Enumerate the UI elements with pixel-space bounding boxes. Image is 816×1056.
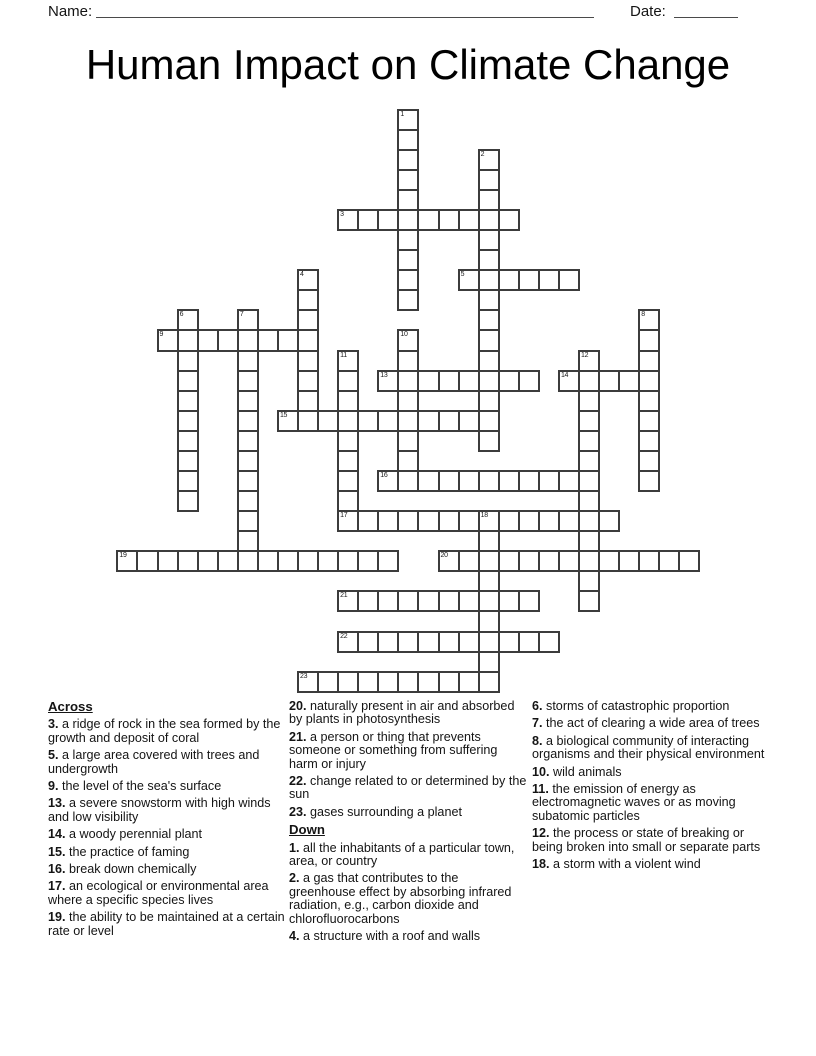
grid-cell[interactable] (417, 510, 439, 532)
grid-cell[interactable] (337, 631, 359, 653)
clue-11: 11. the emission of energy as electromagnetic waves or as moving subatomic particles (532, 782, 736, 823)
grid-cell[interactable] (177, 430, 199, 452)
grid-cell[interactable] (538, 510, 560, 532)
grid-cell[interactable] (658, 550, 680, 572)
clue-column-1 (48, 700, 286, 942)
grid-cell[interactable] (297, 350, 319, 372)
clue-9: 9. the level of the sea's surface (48, 779, 222, 794)
cell-number: 5 (460, 271, 465, 279)
grid-cell[interactable] (397, 450, 419, 472)
cell-number: 15 (279, 411, 288, 419)
grid-cell[interactable] (438, 510, 460, 532)
grid-cell[interactable] (558, 510, 580, 532)
grid-cell[interactable] (297, 390, 319, 412)
grid-cell[interactable] (458, 671, 480, 693)
grid-cell[interactable] (438, 209, 460, 231)
grid-cell[interactable] (638, 550, 660, 572)
grid-cell[interactable] (337, 209, 359, 231)
grid-cell[interactable] (397, 129, 419, 151)
grid-cell[interactable] (237, 490, 259, 512)
grid-cell[interactable] (478, 169, 500, 191)
clue-column-2 (289, 700, 527, 948)
grid-cell[interactable] (397, 671, 419, 693)
grid-cell[interactable] (498, 631, 520, 653)
grid-cell[interactable] (518, 269, 540, 291)
grid-cell[interactable] (578, 410, 600, 432)
grid-cell[interactable] (377, 590, 399, 612)
grid-cell[interactable] (177, 490, 199, 512)
grid-cell[interactable] (478, 530, 500, 552)
grid-cell[interactable] (478, 430, 500, 452)
grid-cell[interactable] (177, 390, 199, 412)
grid-cell[interactable] (237, 309, 259, 331)
grid-cell[interactable] (518, 550, 540, 572)
grid-cell[interactable] (458, 590, 480, 612)
cell-number: 16 (380, 471, 388, 479)
grid-cell[interactable] (177, 329, 199, 351)
grid-cell[interactable] (297, 410, 319, 432)
grid-cell[interactable] (197, 550, 219, 572)
grid-cell[interactable] (478, 370, 500, 392)
grid-cell[interactable] (478, 631, 500, 653)
grid-cell[interactable] (578, 550, 600, 572)
grid-cell[interactable] (518, 510, 540, 532)
grid-cell[interactable] (478, 149, 500, 171)
grid-cell[interactable] (397, 390, 419, 412)
grid-cell[interactable] (337, 430, 359, 452)
grid-cell[interactable] (337, 510, 359, 532)
clue-17: 17. an ecological or environmental area where a specific species lives (48, 879, 269, 907)
grid-cell[interactable] (337, 450, 359, 472)
grid-cell[interactable] (478, 470, 500, 492)
grid-cell[interactable] (478, 570, 500, 592)
cell-number: 1 (400, 110, 404, 118)
grid-cell[interactable] (337, 410, 359, 432)
grid-cell[interactable] (438, 410, 460, 432)
grid-cell[interactable] (478, 329, 500, 351)
grid-cell[interactable] (678, 550, 700, 572)
grid-cell[interactable] (157, 550, 179, 572)
grid-cell[interactable] (237, 550, 259, 572)
grid-cell[interactable] (377, 550, 399, 572)
grid-cell[interactable] (417, 631, 439, 653)
grid-cell[interactable] (498, 370, 520, 392)
grid-cell[interactable] (397, 289, 419, 311)
grid-cell[interactable] (438, 631, 460, 653)
grid-cell[interactable] (478, 350, 500, 372)
cell-number: 7 (239, 311, 244, 319)
grid-cell[interactable] (397, 370, 419, 392)
cell-number: 8 (641, 311, 645, 319)
across-header: Across (48, 699, 93, 714)
grid-cell[interactable] (598, 370, 620, 392)
clue-7: 7. the act of clearing a wide area of trees (532, 716, 760, 731)
grid-cell[interactable] (478, 510, 500, 532)
grid-cell[interactable] (578, 390, 600, 412)
grid-cell[interactable] (297, 269, 319, 291)
grid-cell[interactable] (377, 671, 399, 693)
cell-number: 4 (300, 271, 304, 279)
grid-cell[interactable] (297, 329, 319, 351)
grid-cell[interactable] (478, 610, 500, 632)
grid-cell[interactable] (397, 169, 419, 191)
grid-cell[interactable] (377, 470, 399, 492)
grid-cell[interactable] (538, 631, 560, 653)
grid-cell[interactable] (598, 510, 620, 532)
grid-cell[interactable] (458, 410, 480, 432)
grid-cell[interactable] (417, 470, 439, 492)
clue-16: 16. break down chemically (48, 862, 197, 877)
grid-cell[interactable] (357, 671, 379, 693)
grid-cell[interactable] (237, 450, 259, 472)
grid-cell[interactable] (237, 350, 259, 372)
grid-cell[interactable] (177, 309, 199, 331)
name-label: Name: (48, 3, 93, 20)
page-title: Human Impact on Climate Change (85, 41, 731, 88)
grid-cell[interactable] (237, 530, 259, 552)
grid-cell[interactable] (638, 370, 660, 392)
grid-cell[interactable] (297, 289, 319, 311)
grid-cell[interactable] (578, 510, 600, 532)
grid-cell[interactable] (217, 329, 239, 351)
clue-8: 8. a biological community of interacting organisms and their physical environment (532, 733, 765, 762)
date-blank-line (674, 17, 738, 18)
clue-23: 23. gases surrounding a planet (289, 804, 462, 819)
grid-cell[interactable] (578, 590, 600, 612)
grid-cell[interactable] (177, 550, 199, 572)
cell-number: 19 (119, 552, 127, 560)
grid-cell[interactable] (357, 631, 379, 653)
grid-cell[interactable] (357, 209, 379, 231)
grid-cell[interactable] (297, 671, 319, 693)
cell-number: 21 (340, 592, 348, 600)
grid-cell[interactable] (558, 370, 580, 392)
grid-cell[interactable] (438, 671, 460, 693)
grid-cell[interactable] (177, 470, 199, 492)
grid-cell[interactable] (578, 530, 600, 552)
grid-cell[interactable] (417, 671, 439, 693)
grid-cell[interactable] (177, 350, 199, 372)
clue-5: 5. a large area covered with trees and undergrowth (48, 748, 260, 776)
grid-cell[interactable] (417, 410, 439, 432)
cell-number: 3 (340, 211, 344, 219)
grid-cell[interactable] (257, 550, 279, 572)
grid-cell[interactable] (157, 329, 179, 351)
grid-cell[interactable] (297, 309, 319, 331)
grid-cell[interactable] (357, 410, 379, 432)
grid-cell[interactable] (317, 410, 339, 432)
grid-cell[interactable] (397, 269, 419, 291)
grid-cell[interactable] (197, 329, 219, 351)
clue-22: 22. change related to or determined by the sun (289, 774, 527, 802)
grid-cell[interactable] (518, 631, 540, 653)
grid-cell[interactable] (397, 350, 419, 372)
grid-cell[interactable] (578, 350, 600, 372)
grid-cell[interactable] (417, 209, 439, 231)
grid-cell[interactable] (397, 189, 419, 211)
grid-cell[interactable] (638, 430, 660, 452)
grid-cell[interactable] (558, 269, 580, 291)
grid-cell[interactable] (438, 470, 460, 492)
grid-cell[interactable] (638, 329, 660, 351)
grid-cell[interactable] (237, 430, 259, 452)
grid-cell[interactable] (337, 590, 359, 612)
cell-number: 22 (340, 632, 348, 640)
grid-cell[interactable] (397, 229, 419, 251)
grid-cell[interactable] (297, 370, 319, 392)
grid-cell[interactable] (458, 631, 480, 653)
grid-cell[interactable] (377, 410, 399, 432)
grid-cell[interactable] (538, 470, 560, 492)
grid-cell[interactable] (237, 510, 259, 532)
grid-cell[interactable] (478, 209, 500, 231)
grid-cell[interactable] (598, 550, 620, 572)
grid-cell[interactable] (538, 269, 560, 291)
grid-cell[interactable] (337, 550, 359, 572)
grid-cell[interactable] (578, 470, 600, 492)
grid-cell[interactable] (618, 370, 640, 392)
cell-number: 12 (581, 351, 589, 359)
grid-cell[interactable] (337, 470, 359, 492)
clue-4: 4. a structure with a roof and walls (289, 929, 481, 944)
grid-cell[interactable] (136, 550, 158, 572)
grid-cell[interactable] (478, 550, 500, 572)
clue-2: 2. a gas that contributes to the greenhouse effect by absorbing infrared radiation, e.g., carbon dioxide and chlorofluorocarbons (289, 871, 512, 926)
clue-1: 1. all the inhabitants of a particular town, area, or country (289, 840, 515, 869)
grid-cell[interactable] (618, 550, 640, 572)
grid-cell[interactable] (377, 370, 399, 392)
cell-number: 9 (159, 331, 164, 339)
clue-12: 12. the process or state of breaking or being broken into small or separate parts (532, 826, 761, 854)
grid-cell[interactable] (237, 370, 259, 392)
grid-cell[interactable] (498, 470, 520, 492)
grid-cell[interactable] (638, 390, 660, 412)
cell-number: 2 (480, 150, 485, 158)
grid-cell[interactable] (478, 269, 500, 291)
grid-cell[interactable] (638, 350, 660, 372)
grid-cell[interactable] (397, 329, 419, 351)
grid-cell[interactable] (498, 269, 520, 291)
name-blank-line (96, 17, 594, 18)
clue-19: 19. the ability to be maintained at a certain rate or level (48, 910, 285, 938)
grid-cell[interactable] (277, 410, 299, 432)
grid-cell[interactable] (498, 209, 520, 231)
grid-cell[interactable] (417, 590, 439, 612)
clue-18: 18. a storm with a violent wind (532, 857, 701, 872)
grid-cell[interactable] (478, 289, 500, 311)
grid-cell[interactable] (478, 590, 500, 612)
grid-cell[interactable] (357, 590, 379, 612)
grid-cell[interactable] (538, 550, 560, 572)
clue-14: 14. a woody perennial plant (48, 827, 203, 842)
grid-cell[interactable] (478, 410, 500, 432)
grid-cell[interactable] (438, 550, 460, 572)
grid-cell[interactable] (478, 651, 500, 673)
grid-cell[interactable] (237, 329, 259, 351)
grid-cell[interactable] (518, 470, 540, 492)
clue-13: 13. a severe snowstorm with high winds and low visibility (48, 796, 271, 824)
grid-cell[interactable] (558, 470, 580, 492)
grid-cell[interactable] (397, 209, 419, 231)
grid-cell[interactable] (458, 269, 480, 291)
grid-cell[interactable] (217, 550, 239, 572)
grid-cell[interactable] (397, 430, 419, 452)
cell-number: 14 (560, 371, 569, 379)
grid-cell[interactable] (638, 410, 660, 432)
clue-10: 10. wild animals (532, 764, 622, 779)
grid-cell[interactable] (498, 550, 520, 572)
grid-cell[interactable] (478, 229, 500, 251)
grid-cell[interactable] (297, 550, 319, 572)
grid-cell[interactable] (478, 309, 500, 331)
grid-cell[interactable] (237, 410, 259, 432)
cell-number: 17 (340, 512, 348, 520)
grid-cell[interactable] (478, 189, 500, 211)
grid-cell[interactable] (458, 209, 480, 231)
grid-cell[interactable] (377, 209, 399, 231)
cell-number: 6 (179, 311, 184, 319)
cell-number: 20 (440, 552, 448, 560)
grid-cell[interactable] (458, 550, 480, 572)
grid-cell[interactable] (578, 370, 600, 392)
cell-number: 11 (340, 351, 347, 359)
grid-cell[interactable] (578, 490, 600, 512)
grid-cell[interactable] (478, 249, 500, 271)
grid-cell[interactable] (177, 370, 199, 392)
grid-cell[interactable] (397, 410, 419, 432)
grid-cell[interactable] (417, 370, 439, 392)
grid-cell[interactable] (337, 490, 359, 512)
grid-cell[interactable] (277, 329, 299, 351)
grid-cell[interactable] (237, 470, 259, 492)
cell-number: 13 (380, 371, 388, 379)
grid-cell[interactable] (357, 510, 379, 532)
grid-cell[interactable] (337, 671, 359, 693)
grid-cell[interactable] (397, 631, 419, 653)
grid-cell[interactable] (498, 510, 520, 532)
grid-cell[interactable] (237, 390, 259, 412)
grid-cell[interactable] (397, 249, 419, 271)
cell-number: 10 (400, 331, 408, 339)
grid-cell[interactable] (397, 109, 419, 131)
grid-cell[interactable] (458, 470, 480, 492)
cell-number: 23 (300, 672, 308, 680)
grid-cell[interactable] (277, 550, 299, 572)
grid-cell[interactable] (558, 550, 580, 572)
clue-6: 6. storms of catastrophic proportion (532, 699, 730, 713)
grid-cell[interactable] (397, 149, 419, 171)
grid-cell[interactable] (458, 510, 480, 532)
grid-cell[interactable] (377, 631, 399, 653)
grid-cell[interactable] (397, 470, 419, 492)
grid-cell[interactable] (518, 370, 540, 392)
grid-cell[interactable] (518, 590, 540, 612)
cell-number: 18 (480, 512, 488, 520)
clue-3: 3. a ridge of rock in the sea formed by the growth and deposit of coral (48, 717, 281, 745)
clue-20: 20. naturally present in air and absorbed by plants in photosynthesis (289, 699, 515, 727)
grid-cell[interactable] (257, 329, 279, 351)
clue-column-3 (532, 700, 770, 875)
grid-cell[interactable] (438, 590, 460, 612)
grid-cell[interactable] (397, 590, 419, 612)
grid-cell[interactable] (357, 550, 379, 572)
grid-cell[interactable] (337, 390, 359, 412)
grid-cell[interactable] (397, 510, 419, 532)
grid-cell[interactable] (116, 550, 138, 572)
clue-15: 15. the practice of faming (48, 844, 190, 859)
grid-cell[interactable] (498, 590, 520, 612)
grid-cell[interactable] (377, 510, 399, 532)
down-header: Down (289, 822, 325, 838)
grid-cell[interactable] (578, 430, 600, 452)
date-label: Date: (630, 3, 666, 20)
grid-cell[interactable] (458, 370, 480, 392)
grid-cell[interactable] (177, 450, 199, 472)
grid-cell[interactable] (578, 450, 600, 472)
grid-cell[interactable] (337, 350, 359, 372)
grid-cell[interactable] (638, 450, 660, 472)
grid-cell[interactable] (578, 570, 600, 592)
grid-cell[interactable] (478, 390, 500, 412)
grid-cell[interactable] (638, 309, 660, 331)
grid-cell[interactable] (438, 370, 460, 392)
grid-cell[interactable] (478, 671, 500, 693)
clue-21: 21. a person or thing that prevents someone or something from suffering harm or injury (289, 729, 498, 771)
grid-cell[interactable] (317, 671, 339, 693)
grid-cell[interactable] (317, 550, 339, 572)
grid-cell[interactable] (337, 370, 359, 392)
grid-cell[interactable] (177, 410, 199, 432)
grid-cell[interactable] (638, 470, 660, 492)
